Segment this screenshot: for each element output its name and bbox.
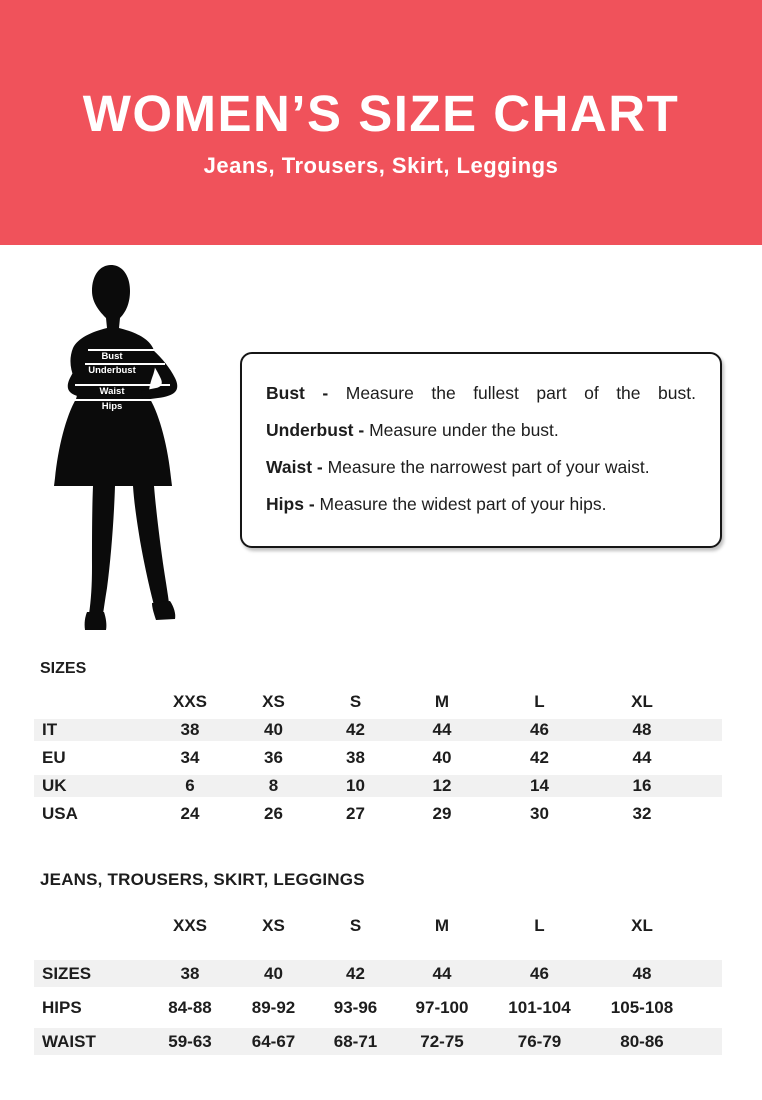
size-value: 59-63	[168, 1031, 212, 1051]
size-value: 76-79	[517, 1031, 562, 1051]
table-row-uk	[34, 772, 722, 800]
header-cell: XL	[631, 692, 653, 711]
size-value: 8	[268, 776, 279, 795]
table-row-it	[34, 716, 722, 744]
size-value: 93-96	[333, 998, 378, 1017]
guide-line-bust	[266, 384, 696, 403]
table-row-waist	[34, 1025, 722, 1059]
size-value: 68-71	[333, 1031, 378, 1051]
size-value: 84-88	[168, 998, 212, 1017]
header-cell: M	[434, 916, 450, 935]
garment-table	[34, 870, 722, 1059]
size-value: 30	[530, 804, 549, 823]
size-value: 42	[346, 963, 365, 983]
sizes-table	[34, 660, 722, 828]
size-value: 29	[432, 804, 452, 823]
guide-dash: -	[308, 494, 315, 514]
header-cell: L	[534, 916, 545, 935]
header-cell: S	[349, 916, 362, 935]
row-label: UK	[42, 776, 67, 795]
size-value: 48	[632, 720, 652, 739]
guide-line-hips	[266, 495, 696, 514]
size-value: 44	[432, 720, 452, 739]
header-cell: XL	[631, 916, 653, 935]
size-value: 36	[264, 748, 283, 767]
row-label: WAIST	[42, 1031, 96, 1051]
bust-label: Bust	[101, 351, 123, 362]
guide-line-underbust	[266, 421, 696, 440]
size-value: 34	[180, 748, 200, 767]
garment-table-title: JEANS, TROUSERS, SKIRT, LEGGINGS	[40, 870, 365, 889]
size-value: 24	[180, 804, 200, 823]
size-value: 26	[264, 804, 283, 823]
guide-desc: Measure the widest part of your hips.	[319, 494, 607, 514]
size-value: 40	[432, 748, 452, 767]
woman-silhouette-figure	[40, 258, 205, 640]
page-subtitle: Jeans, Trousers, Skirt, Leggings	[203, 153, 559, 178]
bust-line	[88, 349, 163, 351]
underbust-label: Underbust	[88, 365, 136, 376]
hips-label: Hips	[101, 401, 123, 412]
guide-desc: Measure under the bust.	[369, 420, 559, 440]
size-value: 40	[264, 720, 283, 739]
size-value: 97-100	[415, 998, 469, 1017]
header-cell: XS	[262, 916, 285, 935]
size-value: 38	[180, 720, 200, 739]
row-label: USA	[42, 804, 78, 823]
row-label: IT	[42, 720, 58, 739]
size-value: 64-67	[251, 1031, 296, 1051]
guide-desc: Measure the fullest part of the bust.	[345, 383, 696, 403]
sizes-table-title: SIZES	[40, 660, 87, 677]
size-value: 32	[632, 804, 652, 823]
table-row-eu	[34, 744, 722, 772]
size-value: 48	[632, 963, 652, 983]
header-cell: L	[534, 692, 545, 711]
size-value: 16	[632, 776, 652, 795]
size-value: 46	[530, 720, 549, 739]
table-row-usa	[34, 800, 722, 828]
guide-line-waist	[266, 458, 696, 477]
table-row-hips	[34, 991, 722, 1025]
guide-term: Bust	[266, 383, 305, 403]
guide-term: Hips	[266, 494, 304, 514]
row-label: HIPS	[42, 998, 82, 1017]
size-value: 42	[530, 748, 549, 767]
guide-term: Waist	[266, 457, 313, 477]
measure-guide-box	[240, 352, 722, 548]
header-cell: XXS	[172, 692, 208, 711]
header-cell: XXS	[172, 916, 208, 935]
size-value: 12	[432, 776, 452, 795]
row-label: EU	[42, 748, 66, 767]
garment-table-header-row	[34, 909, 722, 943]
size-value: 40	[264, 963, 283, 983]
page-title: WOMEN’S SIZE CHART	[82, 85, 680, 142]
hips-line	[72, 399, 172, 401]
size-value: 38	[180, 963, 200, 983]
guide-dash: -	[316, 457, 323, 477]
waist-label: Waist	[99, 386, 125, 397]
size-value: 44	[632, 748, 652, 767]
guide-term: Underbust	[266, 420, 354, 440]
table-row-sizes	[34, 957, 722, 991]
row-label: SIZES	[42, 963, 92, 983]
header-cell: S	[349, 692, 362, 711]
size-value: 44	[432, 963, 452, 983]
size-value: 42	[346, 720, 365, 739]
size-value: 101-104	[508, 998, 571, 1017]
header-cell: M	[434, 692, 450, 711]
size-value: 89-92	[251, 998, 296, 1017]
guide-desc: Measure the narrowest part of your waist.	[327, 457, 650, 477]
size-value: 38	[346, 748, 365, 767]
size-value: 6	[185, 776, 195, 795]
header-banner	[0, 0, 762, 245]
size-value: 46	[530, 963, 549, 983]
guide-dash: -	[322, 383, 329, 403]
size-value: 80-86	[620, 1031, 664, 1051]
header-cell: XS	[262, 692, 285, 711]
woman-silhouette	[40, 258, 205, 640]
size-value: 105-108	[610, 998, 674, 1017]
size-value: 72-75	[420, 1031, 464, 1051]
size-value: 27	[346, 804, 365, 823]
sizes-table-header-row	[34, 688, 722, 716]
size-value: 14	[530, 776, 549, 795]
size-value: 10	[346, 776, 365, 795]
guide-dash: -	[358, 420, 365, 440]
